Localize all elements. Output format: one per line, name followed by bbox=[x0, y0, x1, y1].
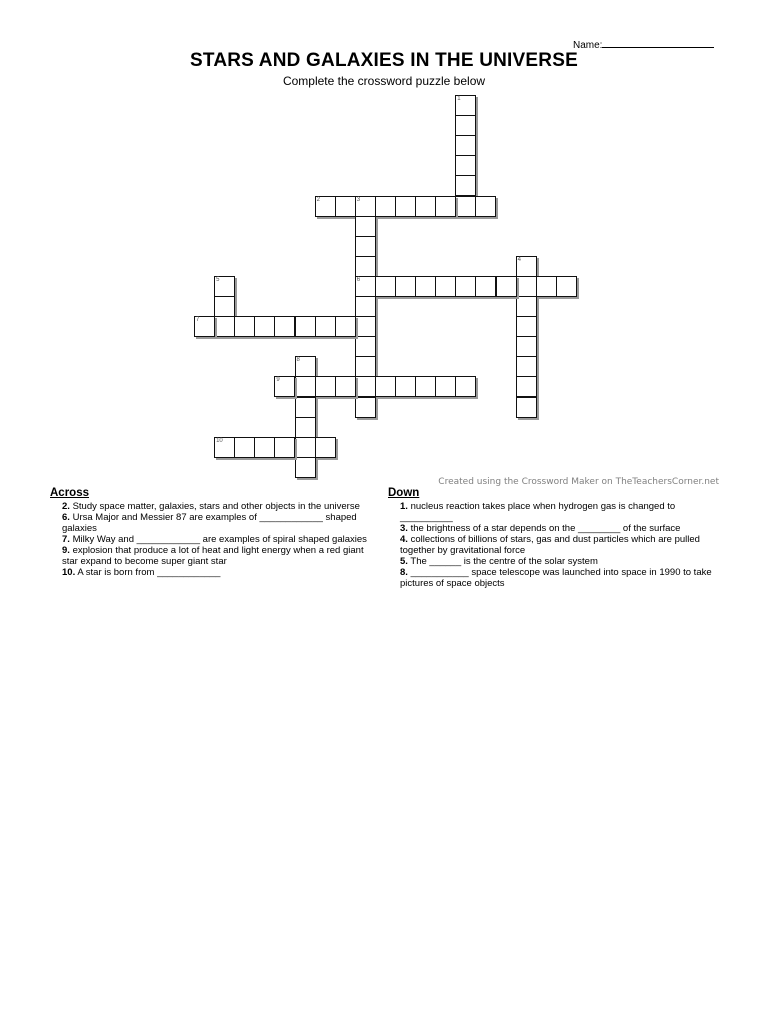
crossword-cell[interactable] bbox=[375, 196, 396, 217]
clue-number: 8. bbox=[400, 567, 408, 578]
crossword-cell[interactable] bbox=[415, 376, 436, 397]
crossword-cell[interactable] bbox=[254, 437, 275, 458]
clue-number: 9. bbox=[62, 545, 70, 556]
down-heading: Down bbox=[388, 487, 420, 499]
page-title: STARS AND GALAXIES IN THE UNIVERSE bbox=[190, 50, 578, 71]
crossword-cell[interactable] bbox=[295, 316, 316, 337]
crossword-cell[interactable] bbox=[295, 417, 316, 438]
crossword-cell[interactable] bbox=[475, 276, 496, 297]
clue-number-label: 7 bbox=[196, 317, 200, 324]
crossword-cell[interactable] bbox=[395, 196, 416, 217]
crossword-cell[interactable] bbox=[274, 316, 295, 337]
crossword-cell[interactable] bbox=[335, 316, 356, 337]
page-subtitle: Complete the crossword puzzle below bbox=[282, 74, 486, 88]
crossword-cell[interactable] bbox=[355, 196, 376, 217]
crossword-cell[interactable] bbox=[214, 296, 235, 317]
name-label: Name: bbox=[573, 40, 603, 51]
clue-number: 4. bbox=[400, 534, 408, 545]
crossword-cell[interactable] bbox=[295, 457, 316, 478]
clue-number: 10. bbox=[62, 567, 76, 578]
clue-item bbox=[50, 512, 382, 534]
crossword-cell[interactable] bbox=[455, 175, 476, 196]
crossword-cell[interactable] bbox=[455, 276, 476, 297]
crossword-cell[interactable] bbox=[295, 376, 316, 397]
clue-item bbox=[388, 556, 718, 567]
crossword-cell[interactable] bbox=[315, 437, 336, 458]
crossword-cell[interactable] bbox=[295, 397, 316, 418]
crossword-cell[interactable] bbox=[516, 256, 537, 277]
crossword-cell[interactable] bbox=[355, 397, 376, 418]
crossword-cell[interactable] bbox=[455, 115, 476, 136]
across-clues bbox=[50, 488, 382, 578]
clue-text: Study space matter, galaxies, stars and other objects in the universe bbox=[72, 501, 360, 512]
crossword-cell[interactable] bbox=[375, 376, 396, 397]
clue-item bbox=[50, 567, 382, 578]
crossword-cell[interactable] bbox=[234, 437, 255, 458]
clue-text: explosion that produce a lot of heat and light energy when a red giant star expand to become super giant star bbox=[62, 545, 364, 567]
clue-item bbox=[50, 501, 382, 512]
clue-text: nucleus reaction takes place when hydrogen gas is changed to __________ bbox=[400, 501, 676, 523]
crossword-cell[interactable] bbox=[214, 316, 235, 337]
crossword-cell[interactable] bbox=[395, 376, 416, 397]
crossword-cell[interactable] bbox=[355, 356, 376, 377]
crossword-cell[interactable] bbox=[315, 316, 336, 337]
crossword-cell[interactable] bbox=[435, 276, 456, 297]
clue-text: the brightness of a star depends on the ________ of the surface bbox=[410, 523, 681, 534]
credit-line: Created using the Crossword Maker on TheTeachersCorner.net bbox=[438, 477, 719, 487]
clue-number-label: 5 bbox=[216, 276, 220, 283]
crossword-cell[interactable] bbox=[375, 276, 396, 297]
crossword-cell[interactable] bbox=[475, 196, 496, 217]
crossword-cell[interactable] bbox=[194, 316, 215, 337]
crossword-cell[interactable] bbox=[295, 356, 316, 377]
clue-number-label: 2 bbox=[316, 196, 320, 203]
clue-number-label: 3 bbox=[356, 196, 361, 203]
clue-number-label: 8 bbox=[296, 357, 300, 364]
crossword-cell[interactable] bbox=[234, 316, 255, 337]
clue-text: Ursa Major and Messier 87 are examples of ____________ shaped galaxies bbox=[62, 512, 357, 534]
crossword-cell[interactable] bbox=[516, 316, 537, 337]
crossword-cell[interactable] bbox=[415, 196, 436, 217]
clue-number-label: 9 bbox=[276, 377, 280, 384]
clue-number: 7. bbox=[62, 534, 70, 545]
clue-text: ___________ space telescope was launched into space in 1990 to take pictures of space objects bbox=[400, 567, 712, 589]
crossword-cell[interactable] bbox=[455, 95, 476, 116]
crossword-cell[interactable] bbox=[335, 376, 356, 397]
clue-item bbox=[388, 534, 718, 556]
crossword-cell[interactable] bbox=[274, 437, 295, 458]
clue-item bbox=[50, 534, 382, 545]
crossword-cell[interactable] bbox=[556, 276, 577, 297]
clue-item bbox=[388, 523, 718, 534]
clue-number: 5. bbox=[400, 556, 408, 567]
down-clues bbox=[388, 488, 718, 589]
crossword-cell[interactable] bbox=[395, 276, 416, 297]
clue-number-label: 6 bbox=[356, 276, 361, 283]
clue-text: collections of billions of stars, gas and dust particles which are pulled together by gravitational force bbox=[400, 534, 700, 556]
crossword-cell[interactable] bbox=[315, 376, 336, 397]
clue-number-label: 1 bbox=[457, 96, 461, 102]
crossword-cell[interactable] bbox=[455, 376, 476, 397]
crossword-cell[interactable] bbox=[355, 236, 376, 257]
clue-text: Milky Way and ____________ are examples of spiral shaped galaxies bbox=[72, 534, 367, 545]
clue-number: 1. bbox=[400, 501, 408, 512]
crossword-cell[interactable] bbox=[516, 397, 537, 418]
crossword-cell[interactable] bbox=[435, 196, 456, 217]
clue-text: A star is born from ____________ bbox=[77, 567, 221, 578]
crossword-grid bbox=[0, 0, 768, 480]
across-heading: Across bbox=[50, 487, 89, 499]
crossword-cell[interactable] bbox=[214, 437, 235, 458]
clue-item bbox=[50, 545, 382, 567]
clue-number: 2. bbox=[62, 501, 70, 512]
crossword-cell[interactable] bbox=[516, 336, 537, 357]
crossword-cell[interactable] bbox=[355, 376, 376, 397]
clue-text: The ______ is the centre of the solar system bbox=[410, 556, 598, 567]
crossword-cell[interactable] bbox=[415, 276, 436, 297]
crossword-cell[interactable] bbox=[516, 276, 537, 297]
crossword-cell[interactable] bbox=[254, 316, 275, 337]
crossword-cell[interactable] bbox=[274, 376, 295, 397]
clue-number-label: 10 bbox=[216, 437, 223, 444]
crossword-cell[interactable] bbox=[516, 296, 537, 317]
crossword-cell[interactable] bbox=[315, 196, 336, 217]
crossword-cell[interactable] bbox=[214, 276, 235, 297]
crossword-cell[interactable] bbox=[496, 276, 517, 297]
crossword-cell[interactable] bbox=[335, 196, 356, 217]
crossword-cell[interactable] bbox=[295, 437, 316, 458]
crossword-cell[interactable] bbox=[516, 376, 537, 397]
crossword-cell[interactable] bbox=[355, 216, 376, 237]
crossword-cell[interactable] bbox=[435, 376, 456, 397]
clue-number: 6. bbox=[62, 512, 70, 523]
clue-number: 3. bbox=[400, 523, 408, 534]
clue-number-label: 4 bbox=[517, 256, 521, 263]
crossword-cell[interactable] bbox=[536, 276, 557, 297]
clue-item bbox=[388, 501, 718, 523]
crossword-cell[interactable] bbox=[516, 356, 537, 377]
clue-item bbox=[388, 567, 718, 589]
crossword-cell[interactable] bbox=[355, 316, 376, 337]
crossword-cell[interactable] bbox=[355, 336, 376, 357]
crossword-cell[interactable] bbox=[455, 155, 476, 176]
crossword-cell[interactable] bbox=[355, 276, 376, 297]
crossword-cell[interactable] bbox=[455, 135, 476, 156]
crossword-cell[interactable] bbox=[355, 296, 376, 317]
crossword-cell[interactable] bbox=[355, 256, 376, 277]
crossword-cell[interactable] bbox=[455, 196, 476, 217]
